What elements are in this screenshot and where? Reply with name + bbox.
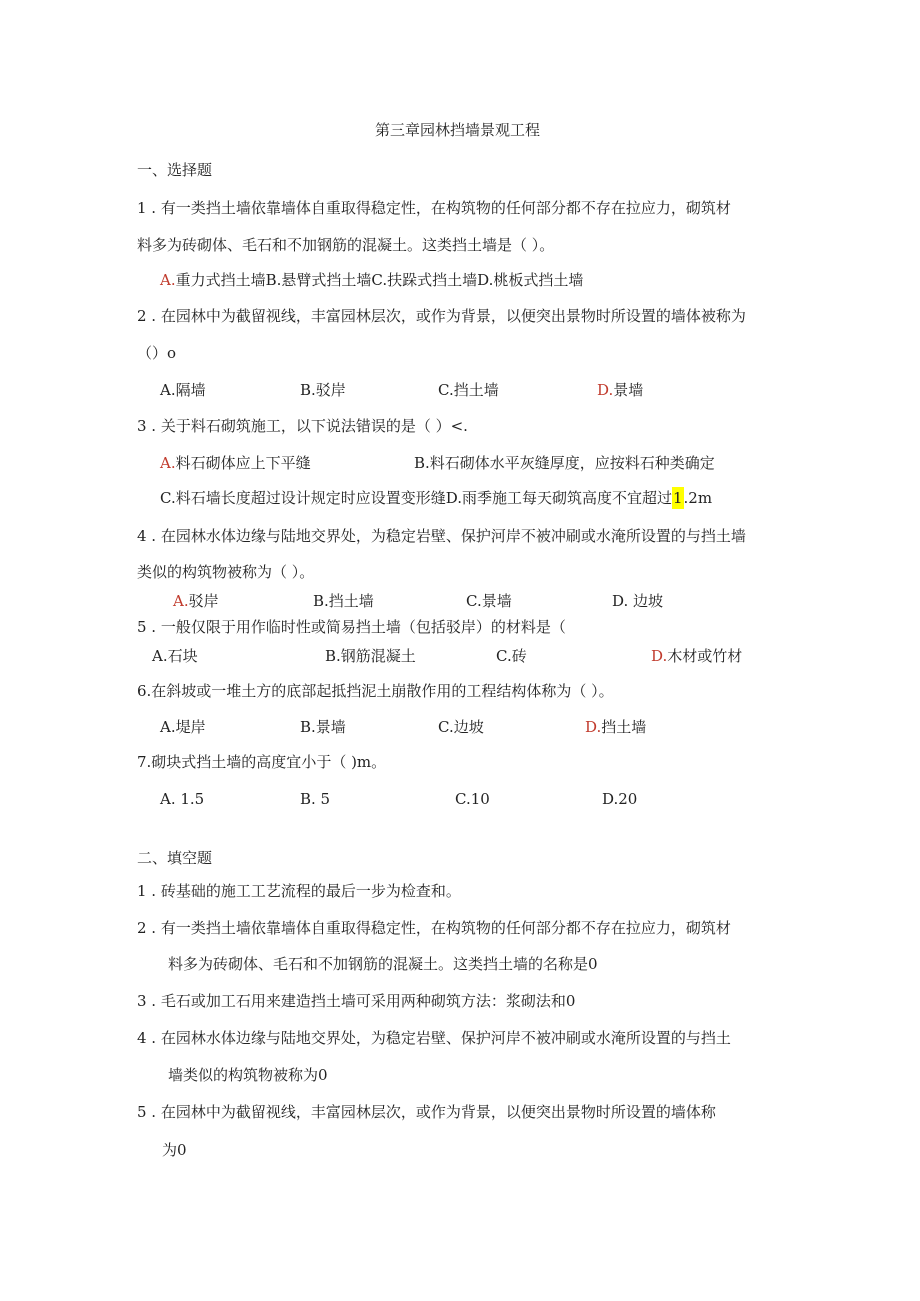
option-a: A.石块 [152,647,198,665]
fill-question-2-line-2: 料多为砖砌体、毛石和不加钢筋的混凝土。这类挡土墙的名称是0 [168,955,598,973]
question-1-options [160,269,583,291]
options-c-d [160,487,712,509]
answer-letter: D. [651,647,668,665]
question-3-line-1: 3 . 关于料石砌筑施工，以下说法错误的是（ ）<. [137,417,468,435]
option-b: B.钢筋混凝土 [325,647,416,665]
options-text: 重力式挡土墙B.悬臂式挡土墙C.扶跺式挡土墙D.桃板式挡土墙 [175,271,584,289]
option-d [585,716,646,738]
highlighted-text: 1 [672,489,683,507]
fill-question-5-line-1: 5 . 在园林中为截留视线，丰富园林层次，或作为背景，以便突出景物时所设置的墙体称 [137,1103,716,1121]
fill-question-4-line-1: 4 . 在园林水体边缘与陆地交界处，为稳定岩壁、保护河岸不被冲刷或水淹所设置的与挡土 [137,1029,731,1047]
question-2-line-1: 2 . 在园林中为截留视线，丰富园林层次，或作为背景，以便突出景物时所设置的墙体被称为 [137,307,746,325]
option-text: 景墙 [613,381,644,399]
option-c: C.砖 [496,647,527,665]
fill-question-1: 1 . 砖基础的施工工艺流程的最后一步为检查和。 [137,882,461,900]
option-b: B.挡土墙 [313,592,374,610]
option-b: B.料石砌体水平灰缝厚度，应按料石种类确定 [414,454,715,472]
option-c: C.景墙 [466,592,512,610]
answer-letter: A. [160,271,176,289]
option-a [160,452,311,474]
page-title: 第三章园林挡墙景观工程 [375,121,541,139]
fill-question-3: 3 . 毛石或加工石用来建造挡土墙可采用两种砌筑方法：浆砌法和0 [137,992,576,1010]
option-a [173,590,219,612]
question-1-line-2: 料多为砖砌体、毛石和不加钢筋的混凝土。这类挡土墙是（ ）。 [137,236,555,254]
question-7-line-1: 7.砌块式挡土墙的高度宜小于（ )m。 [137,753,387,771]
option-text-tail: .2m [683,489,713,507]
answer-letter: D. [597,381,614,399]
answer-letter: A. [173,592,189,610]
fill-question-5-line-2: 为0 [162,1141,187,1159]
question-4-line-2: 类似的构筑物被称为（ ）。 [137,563,315,581]
option-c: C.边坡 [438,718,484,736]
option-a: A. 1.5 [160,790,205,808]
option-text: 驳岸 [188,592,219,610]
option-c: C.挡土墙 [438,381,499,399]
option-b: B. 5 [300,790,331,808]
fill-question-2-line-1: 2 . 有一类挡土墙依靠墙体自重取得稳定性，在构筑物的任何部分都不存在拉应力，砌筑材 [137,919,731,937]
section-heading-fill-blank: 二、填空题 [137,849,213,867]
option-a: A.堤岸 [160,718,206,736]
option-a: A.隔墙 [160,381,206,399]
question-5-line-1: 5 . 一般仅限于用作临时性或简易挡土墙（包括驳岸）的材料是（ [137,618,566,636]
option-text: 挡土墙 [601,718,647,736]
option-d: D.20 [602,790,638,808]
answer-letter: D. [585,718,602,736]
option-text: 木材或竹材 [667,647,743,665]
fill-question-4-line-2: 墙类似的构筑物被称为0 [168,1066,328,1084]
answer-letter: A. [160,454,176,472]
question-6-line-1: 6.在斜坡或一堆土方的底部起抵挡泥土崩散作用的工程结构体称为（ ）。 [137,682,614,700]
option-d: D. 边坡 [612,592,664,610]
option-text: 料石砌体应上下平缝 [175,454,311,472]
question-2-line-2: （）o [137,344,177,362]
option-c: C.10 [455,790,490,808]
option-text: C.料石墙长度超过设计规定时应设置变形缝D.雨季施工每天砌筑高度不宜超过 [160,489,672,507]
option-b: B.驳岸 [300,381,346,399]
question-1-line-1: 1 . 有一类挡土墙依靠墙体自重取得稳定性，在构筑物的任何部分都不存在拉应力，砌筑材 [137,199,731,217]
question-4-line-1: 4 . 在园林水体边缘与陆地交界处，为稳定岩壁、保护河岸不被冲刷或水淹所设置的与挡土墙 [137,527,746,545]
option-d [597,379,643,401]
section-heading-choice: 一、选择题 [137,161,213,179]
option-b: B.景墙 [300,718,346,736]
option-d [651,645,742,667]
